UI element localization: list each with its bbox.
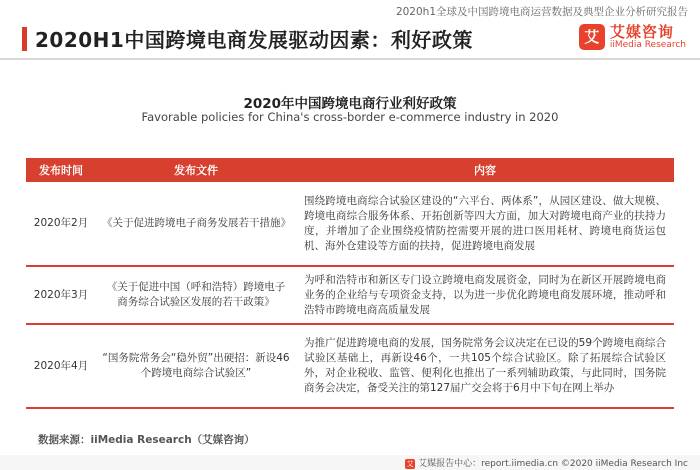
- policy-table: [26, 158, 674, 409]
- header-divider: [0, 58, 700, 60]
- report-name: 2020h1全球及中国跨境电商运营数据及典型企业分析研究报告: [395, 6, 688, 18]
- title-bar: [22, 24, 473, 53]
- table-row: [26, 182, 674, 266]
- row-date: 2020年2月: [26, 182, 96, 266]
- row-date: 2020年4月: [26, 324, 96, 408]
- table-title: 2020年中国跨境电商行业利好政策: [243, 96, 457, 112]
- data-source: 数据来源：iiMedia Research（艾媒咨询）: [38, 434, 255, 446]
- row-content: 为推广促进跨境电商的发展，国务院常务会议决定在已设的59个跨境电商综合试验区基础上，再新设46个，一共105个综合试验区。除了拓展综合试验区外，对企业税收、监管、便利化也推出了一系列辅助政策，与此同时，国务院商务会决定，备受关注的第127届广交会将于6月中下旬在网上举办: [296, 324, 674, 408]
- footer-bar: [0, 455, 700, 470]
- policy-table-container: [26, 158, 674, 409]
- column-header-content: 内容: [296, 158, 674, 182]
- logo-icon: 艾: [579, 24, 605, 50]
- brand-logo: [579, 24, 686, 50]
- column-header-date: 发布时间: [26, 158, 96, 182]
- page-title: 2020H1中国跨境电商发展驱动因素：利好政策: [35, 28, 473, 52]
- table-row: [26, 324, 674, 408]
- table-subtitle: Favorable policies for China's cross-border e-commerce industry in 2020: [141, 110, 559, 124]
- table-header-row: [26, 158, 674, 182]
- row-document: 《关于促进跨境电子商务发展若干措施》: [96, 182, 296, 266]
- logo-name-cn: 艾媒咨询: [609, 23, 674, 41]
- row-document: “国务院常务会“稳外贸”出硬招：新设46个跨境电商综合试验区”: [96, 324, 296, 408]
- footer-text: 艾媒报告中心：report.iimedia.cn ©2020 iiMedia Research Inc: [418, 459, 688, 469]
- title-accent-bar: [22, 27, 27, 51]
- row-content: 为呼和浩特市和新区专门设立跨境电商发展资金，同时为在新区开展跨境电商业务的企业给与专项资金支持，以为进一步优化跨境电商发展环境，推动呼和浩特市跨境电商高质量发展: [296, 266, 674, 324]
- row-date: 2020年3月: [26, 266, 96, 324]
- column-header-document: 发布文件: [96, 158, 296, 182]
- logo-text: [610, 24, 686, 50]
- table-row: [26, 266, 674, 324]
- row-content: 围绕跨境电商综合试验区建设的“六平台、两体系”，从园区建设、做大规模、跨境电商综合服务体系、开拓创新等四大方面，加大对跨境电商产业的扶持力度，并增加了企业围绕疫情防控需要开展的进口医用耗材、跨境电商货运包机、海外仓建设等方面的扶持，促进跨境电商发展: [296, 182, 674, 266]
- footer-text-container: [405, 456, 688, 469]
- row-document: 《关于促进中国（呼和浩特）跨境电子商务综合试验区发展的若干政策》: [96, 266, 296, 324]
- footer-logo-icon: 艾: [406, 459, 414, 468]
- logo-name-en: iiMedia Research: [609, 39, 686, 50]
